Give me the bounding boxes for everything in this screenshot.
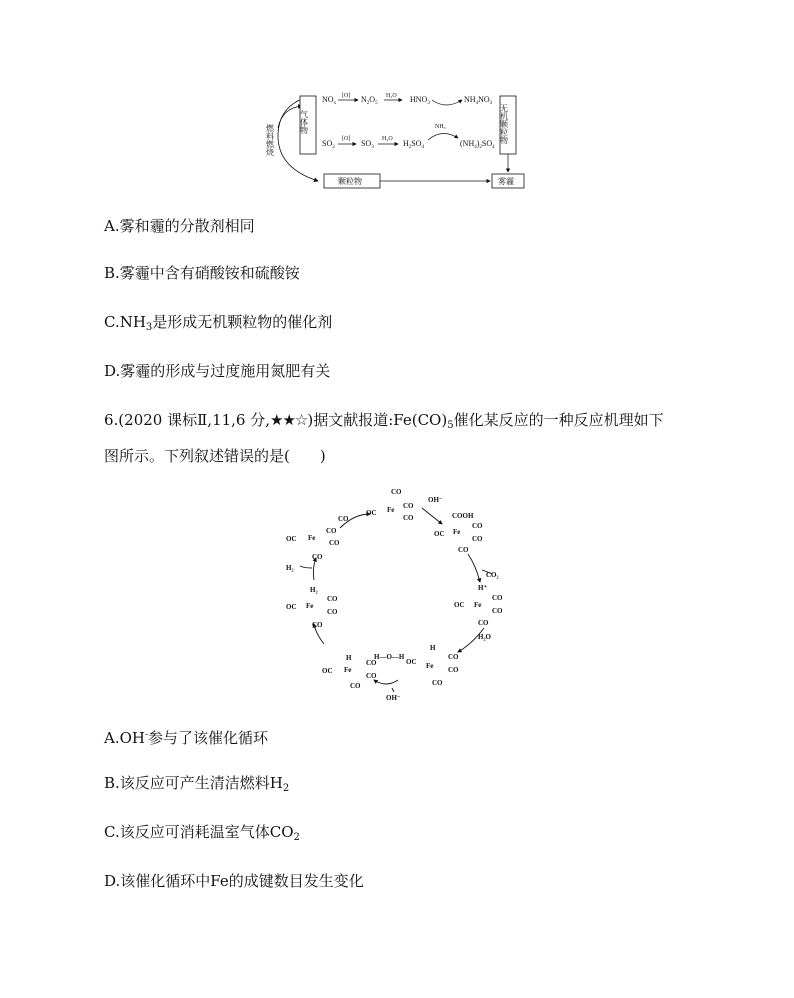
svg-text:H₂O: H₂O <box>478 633 491 641</box>
q5-option-a: A.雾和霾的分散剂相同 <box>104 217 255 235</box>
haze-label: 雾霾 <box>498 177 514 186</box>
row2-nh4-2so4: $(NH_4)_2SO_4$ <box>460 139 495 150</box>
svg-text:CO: CO <box>366 659 377 667</box>
svg-text:CO₂: CO₂ <box>486 571 499 579</box>
gas-box-label: 气体物 <box>299 110 309 134</box>
svg-text:OC: OC <box>286 603 297 611</box>
svg-text:CO: CO <box>478 619 489 627</box>
row2-h2o-label: H₂O <box>382 136 393 142</box>
svg-text:OH⁻: OH⁻ <box>386 694 401 702</box>
svg-text:CO: CO <box>327 595 338 603</box>
svg-text:CO: CO <box>403 502 414 510</box>
svg-text:H⁺: H⁺ <box>478 584 488 592</box>
svg-text:CO: CO <box>366 672 377 680</box>
q6-option-a: A.OH-参与了该催化循环 <box>104 729 269 747</box>
fe-left: Fe <box>308 534 316 542</box>
row2-so2: $SO_2$ <box>322 139 335 150</box>
row2-o-label: [O] <box>342 136 351 142</box>
svg-text:CO: CO <box>403 514 414 522</box>
svg-text:CO: CO <box>492 594 503 602</box>
q5-option-d: D.雾霾的形成与过度施用氮肥有关 <box>104 362 331 380</box>
svg-text:OC: OC <box>286 535 297 543</box>
svg-text:COOH: COOH <box>452 512 474 520</box>
fe-co5-catalytic-cycle <box>282 484 514 704</box>
svg-text:CO: CO <box>432 679 443 687</box>
svg-text:H—O—H: H—O—H <box>374 653 405 661</box>
svg-text:CO: CO <box>312 621 323 629</box>
svg-text:CO: CO <box>312 553 323 561</box>
svg-text:CO: CO <box>329 539 340 547</box>
svg-text:H: H <box>430 644 436 652</box>
svg-text:H: H <box>346 654 352 662</box>
fe-right-hplus: Fe <box>474 601 482 609</box>
q6-option-b: B.该反应可产生清洁燃料$H_2$ <box>104 774 290 794</box>
svg-text:OC: OC <box>366 509 377 517</box>
difficulty-stars: ★★☆ <box>270 411 308 429</box>
row2-h2so4: $H_2SO_4$ <box>403 139 425 150</box>
haze-formation-diagram <box>265 88 530 192</box>
svg-text:CO: CO <box>338 515 349 523</box>
q6-option-c: C.该反应可消耗温室气体$CO_2$ <box>104 823 300 843</box>
particles-label: 颗粒物 <box>338 177 362 186</box>
svg-text:CO: CO <box>326 527 337 535</box>
svg-text:CO: CO <box>350 682 361 690</box>
svg-text:H₂: H₂ <box>286 564 294 572</box>
row1-n2o5: $N_2O_5$ <box>361 95 378 106</box>
q6-stem-line1: 6.(2020 课标Ⅱ,11,6 分,★★☆)据文献报道$:Fe(CO)_5$催化某反应的一种反应机理如下 <box>104 411 664 431</box>
svg-text:CO: CO <box>391 488 402 496</box>
svg-text:H₂: H₂ <box>310 586 318 594</box>
fe-top: Fe <box>387 506 395 514</box>
svg-text:OC: OC <box>406 658 417 666</box>
nh3-label: NH₃ <box>435 124 446 130</box>
svg-text:CO: CO <box>327 608 338 616</box>
fe-bottom-right: Fe <box>426 662 434 670</box>
row1-hno3: $HNO_3$ <box>410 95 430 106</box>
q5-option-b: B.雾霾中含有硝酸铵和硫酸铵 <box>104 264 300 282</box>
fe-bottom-left: Fe <box>344 666 352 674</box>
q6-stem-line2: 图所示。下列叙述错误的是( ) <box>104 447 326 465</box>
fe-right-upper: Fe <box>453 528 461 536</box>
row1-nh4no3: $NH_4NO_3$ <box>464 95 493 106</box>
q6-option-d: D.该催化循环中Fe的成键数目发生变化 <box>104 872 364 890</box>
svg-text:CO: CO <box>448 666 459 674</box>
fuel-combustion-label: 燃料燃烧 <box>265 124 275 156</box>
svg-text:CO: CO <box>458 546 469 554</box>
svg-text:CO: CO <box>492 607 503 615</box>
q5-option-c: $C.NH_3$是形成无机颗粒物的催化剂 <box>104 313 333 333</box>
svg-text:CO: CO <box>472 522 483 530</box>
fe-left-h2: Fe <box>306 602 314 610</box>
row1-h2o-label: H₂O <box>386 93 397 99</box>
svg-text:OC: OC <box>434 530 445 538</box>
svg-text:CO: CO <box>472 535 483 543</box>
svg-text:CO: CO <box>448 653 459 661</box>
row1-o-label: [O] <box>342 93 351 99</box>
inorganic-particles-label: 无机颗粒物 <box>499 104 509 144</box>
row1-nox: $NO_x$ <box>322 95 337 106</box>
row2-so3: $SO_3$ <box>361 139 374 150</box>
svg-text:OH⁻: OH⁻ <box>428 496 443 504</box>
svg-text:OC: OC <box>454 601 465 609</box>
svg-text:OC: OC <box>322 667 333 675</box>
